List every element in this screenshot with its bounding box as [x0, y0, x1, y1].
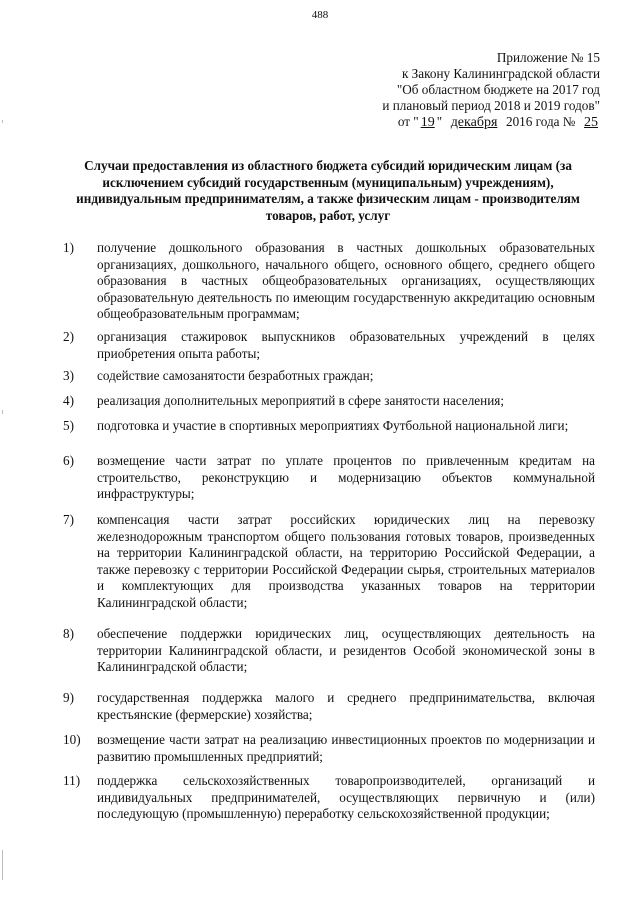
date-year: 2016 года №: [505, 114, 576, 129]
date-mid: ": [436, 114, 443, 129]
item-number: 8): [63, 626, 74, 641]
item-text: реализация дополнительных мероприятий в сфере занятости населения;: [97, 393, 504, 408]
item-text: государственная поддержка малого и среднего предпринимательства, включая крестьянские (фермерские) хозяйства;: [97, 690, 595, 722]
item-text: обеспечение поддержки юридических лиц, осуществляющих деятельность на территории Калининградской области, и резидентов Особой экономической зоны в Калининградской области;: [97, 626, 595, 674]
document-title: Случаи предоставления из областного бюджета субсидий юридическим лицам (за исключением субсидий государственным (муниципальным) учреждениям), индивидуальным предпринимателям, а также физическим лицам - производителям товаров, работ, услуг: [76, 158, 580, 223]
date-day: 19: [420, 115, 435, 130]
appendix-date-line: [382, 114, 600, 131]
item-text: возмещение части затрат по уплате процентов по привлеченным кредитам на строительство, реконструкцию и модернизацию объектов коммунальной инфраструктуры;: [97, 453, 595, 501]
item-text: получение дошкольного образования в частных дошкольных образовательных организациях, дошкольного, начального общего, основного общего, среднего общего образования в частных общеобразовательных организациях, осуществляющих образовательную деятельность по имеющим государственную аккредитацию основным общеобразовательным программам;: [97, 240, 595, 321]
item-number: 5): [63, 418, 74, 433]
item-number: 9): [63, 690, 74, 705]
item-number: 4): [63, 393, 74, 408]
item-number: 6): [63, 453, 74, 468]
scan-margin-mark: [2, 120, 3, 123]
scan-margin-mark: [2, 410, 3, 414]
date-prefix: от ": [397, 114, 419, 129]
scan-margin-mark: [2, 850, 3, 880]
appendix-header: [382, 50, 600, 131]
item-text: организация стажировок выпускников образовательных учреждений в целях приобретения опыта работы;: [97, 329, 595, 361]
item-number: 2): [63, 329, 74, 344]
item-text: содействие самозанятости безработных граждан;: [97, 368, 374, 383]
appendix-line-4: и плановый период 2018 и 2019 годов": [382, 98, 600, 113]
item-number: 1): [63, 240, 74, 255]
date-month: декабря: [450, 115, 498, 130]
item-number: 11): [63, 773, 81, 788]
law-number: 25: [584, 115, 598, 130]
item-text: поддержка сельскохозяйственных товаропроизводителей, организаций и индивидуальных предпринимателей, осуществляющих первичную и (или) последующую (промышленную) переработку сельскохозяйственной продукции;: [97, 773, 595, 821]
item-number: 10): [63, 732, 81, 747]
appendix-line-2: к Закону Калининградской области: [401, 66, 600, 81]
page-number: 488: [311, 9, 329, 21]
item-text: подготовка и участие в спортивных мероприятиях Футбольной национальной лиги;: [97, 418, 569, 433]
appendix-line-1: Приложение № 15: [496, 50, 600, 65]
item-number: 3): [63, 368, 74, 383]
item-text: возмещение части затрат на реализацию инвестиционных проектов по модернизации и развитию промышленных предприятий;: [97, 732, 595, 764]
appendix-line-3: "Об областном бюджете на 2017 год: [396, 82, 600, 97]
item-number: 7): [63, 512, 74, 527]
item-text: компенсация части затрат российских юридических лиц на перевозку железнодорожным транспортом общего пользования готовых товаров, произведенных на территории Калининградской области, на территорию Российской Федерации, а также перевозку с территории Российской Федерации сырья, строительных материалов и комплектующих для производства указанных товаров на территории Калининградской области;: [97, 512, 595, 610]
